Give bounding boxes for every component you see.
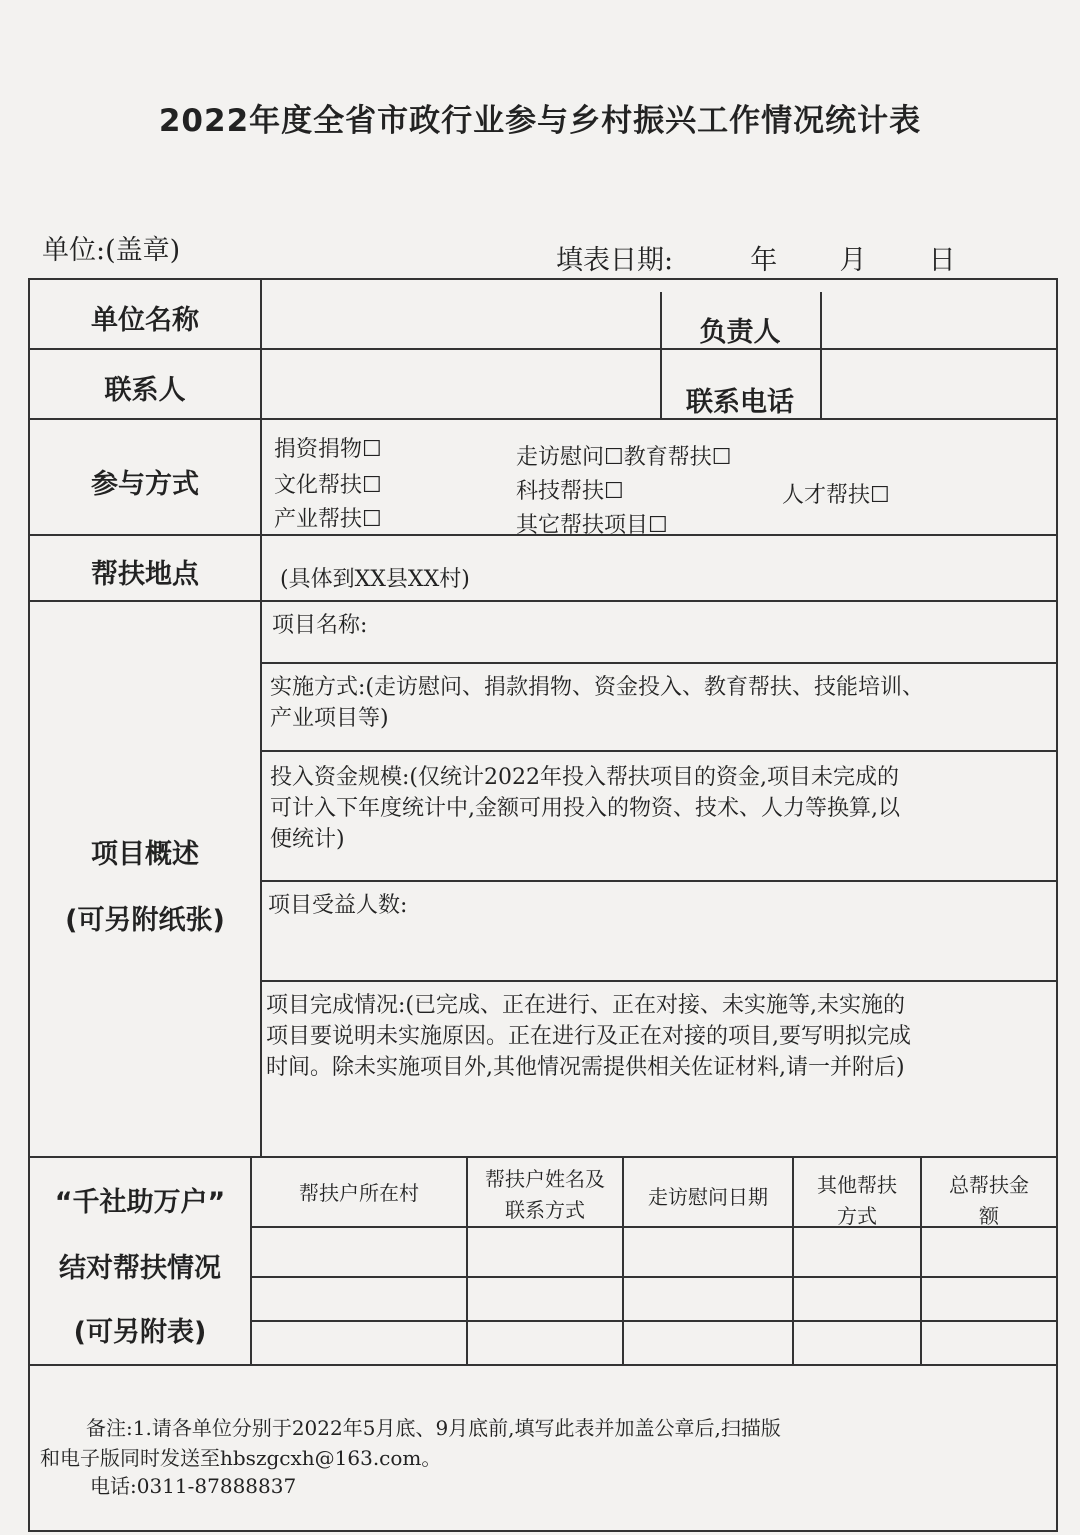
column-header-other-method xyxy=(794,1170,920,1232)
option-visit-education[interactable]: 走访慰问☐教育帮扶☐ xyxy=(516,445,732,470)
divider xyxy=(260,662,1056,664)
column-header-name-contact xyxy=(468,1164,622,1226)
principal-label: 负责人 xyxy=(699,317,781,348)
phone-label: 联系电话 xyxy=(686,387,794,418)
implementation-method-field[interactable] xyxy=(270,672,1050,734)
fill-date xyxy=(556,238,956,277)
header-text: 额 xyxy=(979,1204,999,1228)
unit-seal-label: 单位:(盖章) xyxy=(42,235,181,266)
completion-line: 项目完成情况:(已完成、正在进行、正在对接、未实施等,未实施的 xyxy=(266,993,905,1018)
funding-line: 投入资金规模:(仅统计2022年投入帮扶项目的资金,项目未完成的 xyxy=(270,765,899,790)
divider xyxy=(30,600,1056,602)
note-phone: 电话:0311-87888837 xyxy=(90,1474,297,1498)
date-year: 年 xyxy=(750,245,778,276)
header-text: 方式 xyxy=(837,1204,877,1228)
header-text: 帮扶户姓名及 xyxy=(485,1167,605,1191)
statistics-form xyxy=(28,278,1058,1532)
pairing-label-note: (可另附表) xyxy=(73,1317,207,1348)
location-hint: (具体到XX县XX村) xyxy=(280,567,470,592)
option-culture[interactable]: 文化帮扶☐ xyxy=(274,473,382,498)
participation-label: 参与方式 xyxy=(91,469,199,500)
contact-label: 联系人 xyxy=(104,375,186,406)
divider xyxy=(250,1276,1056,1278)
divider xyxy=(30,348,1056,350)
completion-line: 项目要说明未实施原因。正在进行及正在对接的项目,要写明拟完成 xyxy=(266,1024,911,1049)
date-month: 月 xyxy=(839,245,867,276)
funding-scale-field[interactable] xyxy=(270,762,1050,855)
note-line-2: 和电子版同时发送至hbszgcxh@163.com。 xyxy=(40,1446,442,1470)
divider xyxy=(260,280,262,1158)
pairing-label-subtitle: 结对帮扶情况 xyxy=(59,1253,221,1284)
divider xyxy=(260,980,1056,982)
method-line: 实施方式:(走访慰问、捐款捐物、资金投入、教育帮扶、技能培训、 xyxy=(270,675,924,700)
divider xyxy=(250,1320,1056,1322)
divider xyxy=(30,1364,1056,1366)
page-title: 2022年度全省市政行业参与乡村振兴工作情况统计表 xyxy=(158,103,922,139)
project-overview-note: (可另附纸张) xyxy=(65,905,225,936)
divider xyxy=(260,880,1056,882)
divider xyxy=(30,418,1056,420)
column-header-village xyxy=(252,1178,466,1209)
pairing-label-title: “千社助万户” xyxy=(54,1187,226,1218)
header-text: 联系方式 xyxy=(505,1198,585,1222)
note-line-1: 备注:1.请各单位分别于2022年5月底、9月底前,填写此表并加盖公章后,扫描版 xyxy=(86,1416,781,1440)
completion-status-field[interactable] xyxy=(266,990,1052,1083)
header-text: 其他帮扶 xyxy=(817,1173,897,1197)
header-text: 走访慰问日期 xyxy=(648,1185,768,1209)
completion-line: 时间。除未实施项目外,其他情况需提供相关佐证材料,请一并附后) xyxy=(266,1055,905,1080)
date-day: 日 xyxy=(928,245,956,276)
divider xyxy=(30,1156,1056,1158)
option-industry[interactable]: 产业帮扶☐ xyxy=(274,507,382,532)
date-label: 填表日期: xyxy=(556,245,674,276)
project-overview-label: 项目概述 xyxy=(91,839,199,870)
location-label: 帮扶地点 xyxy=(91,559,199,590)
divider xyxy=(260,750,1056,752)
option-other[interactable]: 其它帮扶项目☐ xyxy=(516,513,668,538)
project-name-field[interactable]: 项目名称: xyxy=(272,613,368,638)
method-line: 产业项目等) xyxy=(270,706,389,731)
unit-name-label: 单位名称 xyxy=(91,305,199,336)
option-donation[interactable]: 捐资捐物☐ xyxy=(274,437,382,462)
funding-line: 可计入下年度统计中,金额可用投入的物资、技术、人力等换算,以 xyxy=(270,796,900,821)
option-technology[interactable]: 科技帮扶☐ xyxy=(516,479,624,504)
option-talent[interactable]: 人才帮扶☐ xyxy=(782,483,890,508)
header-text: 帮扶户所在村 xyxy=(299,1181,419,1205)
header-text: 总帮扶金 xyxy=(949,1173,1029,1197)
column-header-visit-date xyxy=(624,1182,792,1213)
column-header-total-amount xyxy=(922,1170,1056,1232)
divider xyxy=(820,292,822,418)
beneficiaries-field[interactable]: 项目受益人数: xyxy=(268,893,408,918)
funding-line: 便统计) xyxy=(270,827,345,852)
